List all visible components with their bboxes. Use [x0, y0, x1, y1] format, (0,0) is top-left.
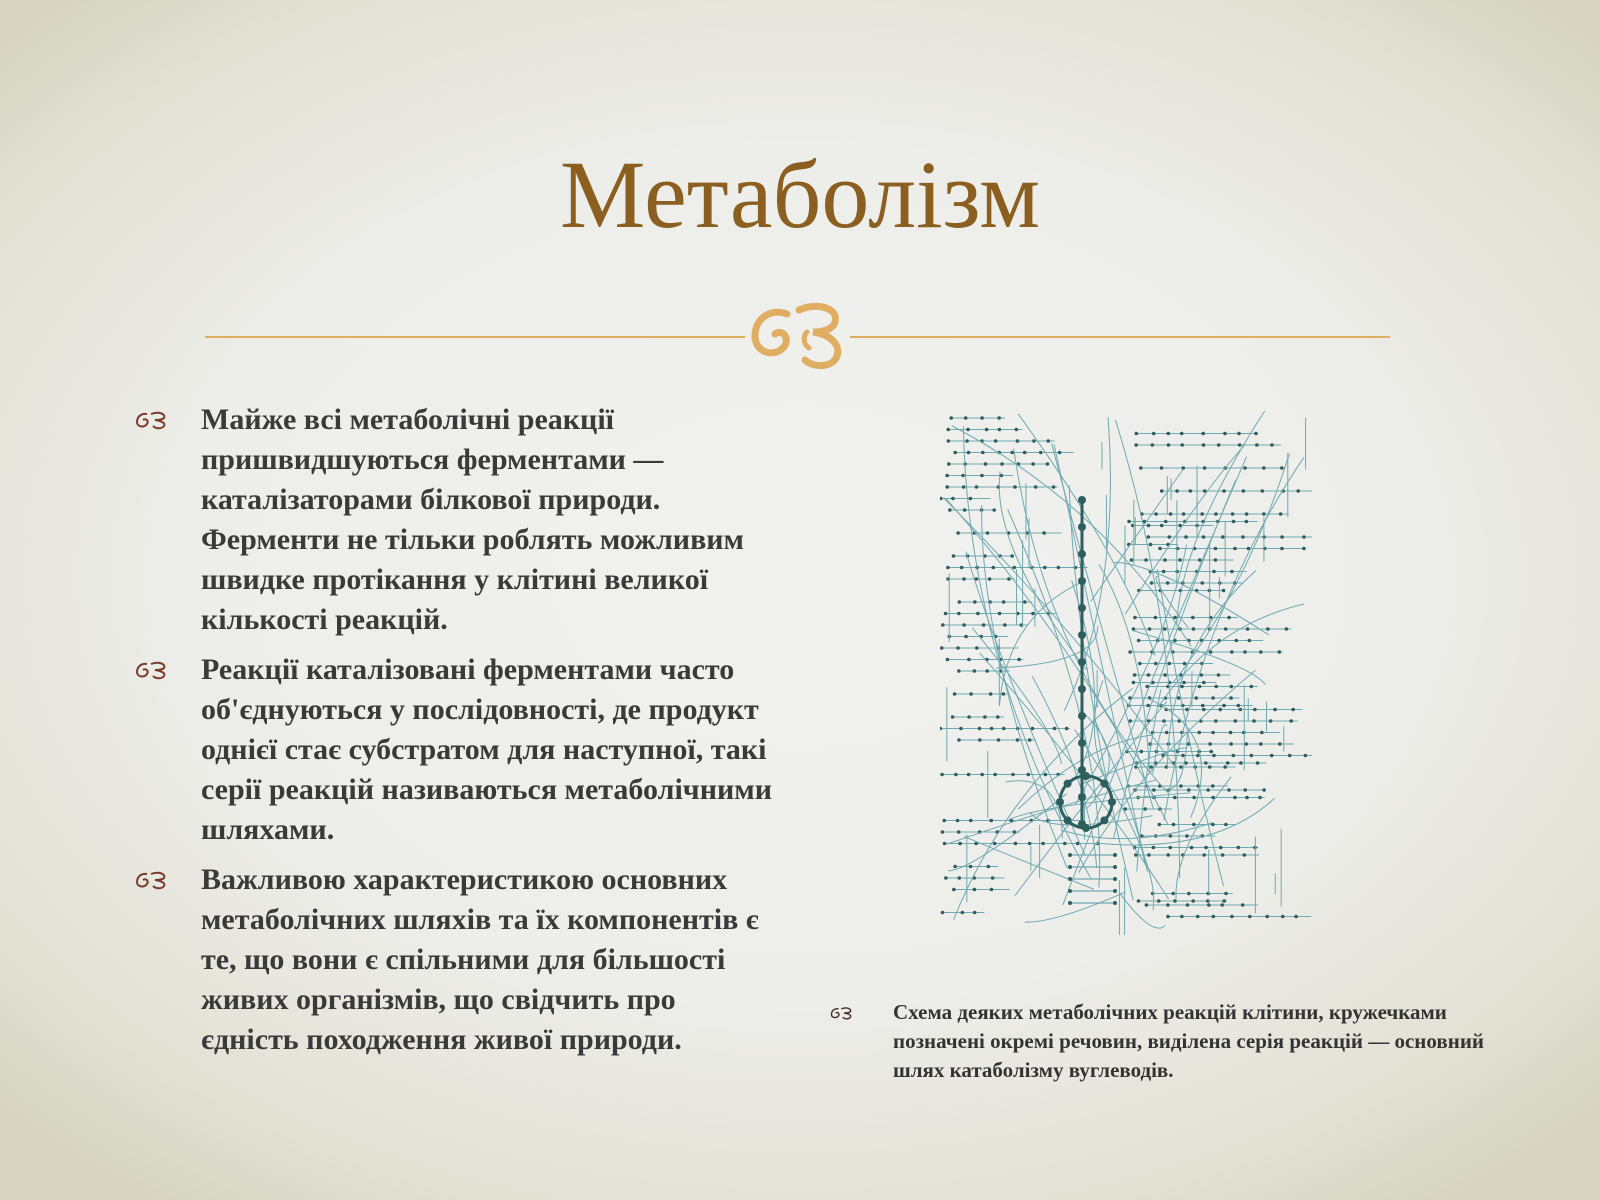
caption-text: Схема деяких метаболічних реакцій клітини, кружечками позначені окремі речовин, виділена серія реакцій — основний шлях катаболізму вуглеводів.	[893, 1000, 1485, 1082]
bullet-flourish-icon	[830, 1006, 854, 1020]
flourish-icon	[747, 296, 847, 376]
divider-line-right	[850, 336, 1390, 338]
bullet-item	[135, 860, 775, 1060]
metabolic-pathway-diagram	[940, 410, 1320, 940]
figure-caption	[830, 998, 1513, 1085]
bullet-text: Реакції каталізовані ферментами часто об'єднуються у послідовності, де продукт однієї стає субстратом для наступної, такі серії реакцій називаються метаболічними шляхами.	[201, 653, 772, 846]
slide-title: Метаболізм	[560, 141, 1040, 248]
divider-line-left	[205, 336, 745, 338]
bullet-item	[135, 400, 775, 640]
bullet-item	[135, 650, 775, 850]
bullet-flourish-icon	[135, 410, 169, 430]
bullet-flourish-icon	[135, 660, 169, 680]
bullet-text: Майже всі метаболічні реакції пришвидшуються ферментами — каталізаторами білкової природи. Ферменти не тільки роблять можливим швидке протікання у клітині великої кількості реакцій.	[201, 403, 744, 636]
title-divider	[205, 296, 1390, 376]
bullet-list	[135, 400, 775, 1070]
bullet-flourish-icon	[135, 870, 169, 890]
bullet-text: Важливою характеристикою основних метаболічних шляхів та їх компонентів є те, що вони є спільними для більшості живих організмів, що свідчить про єдність походження живої природи.	[201, 863, 759, 1056]
